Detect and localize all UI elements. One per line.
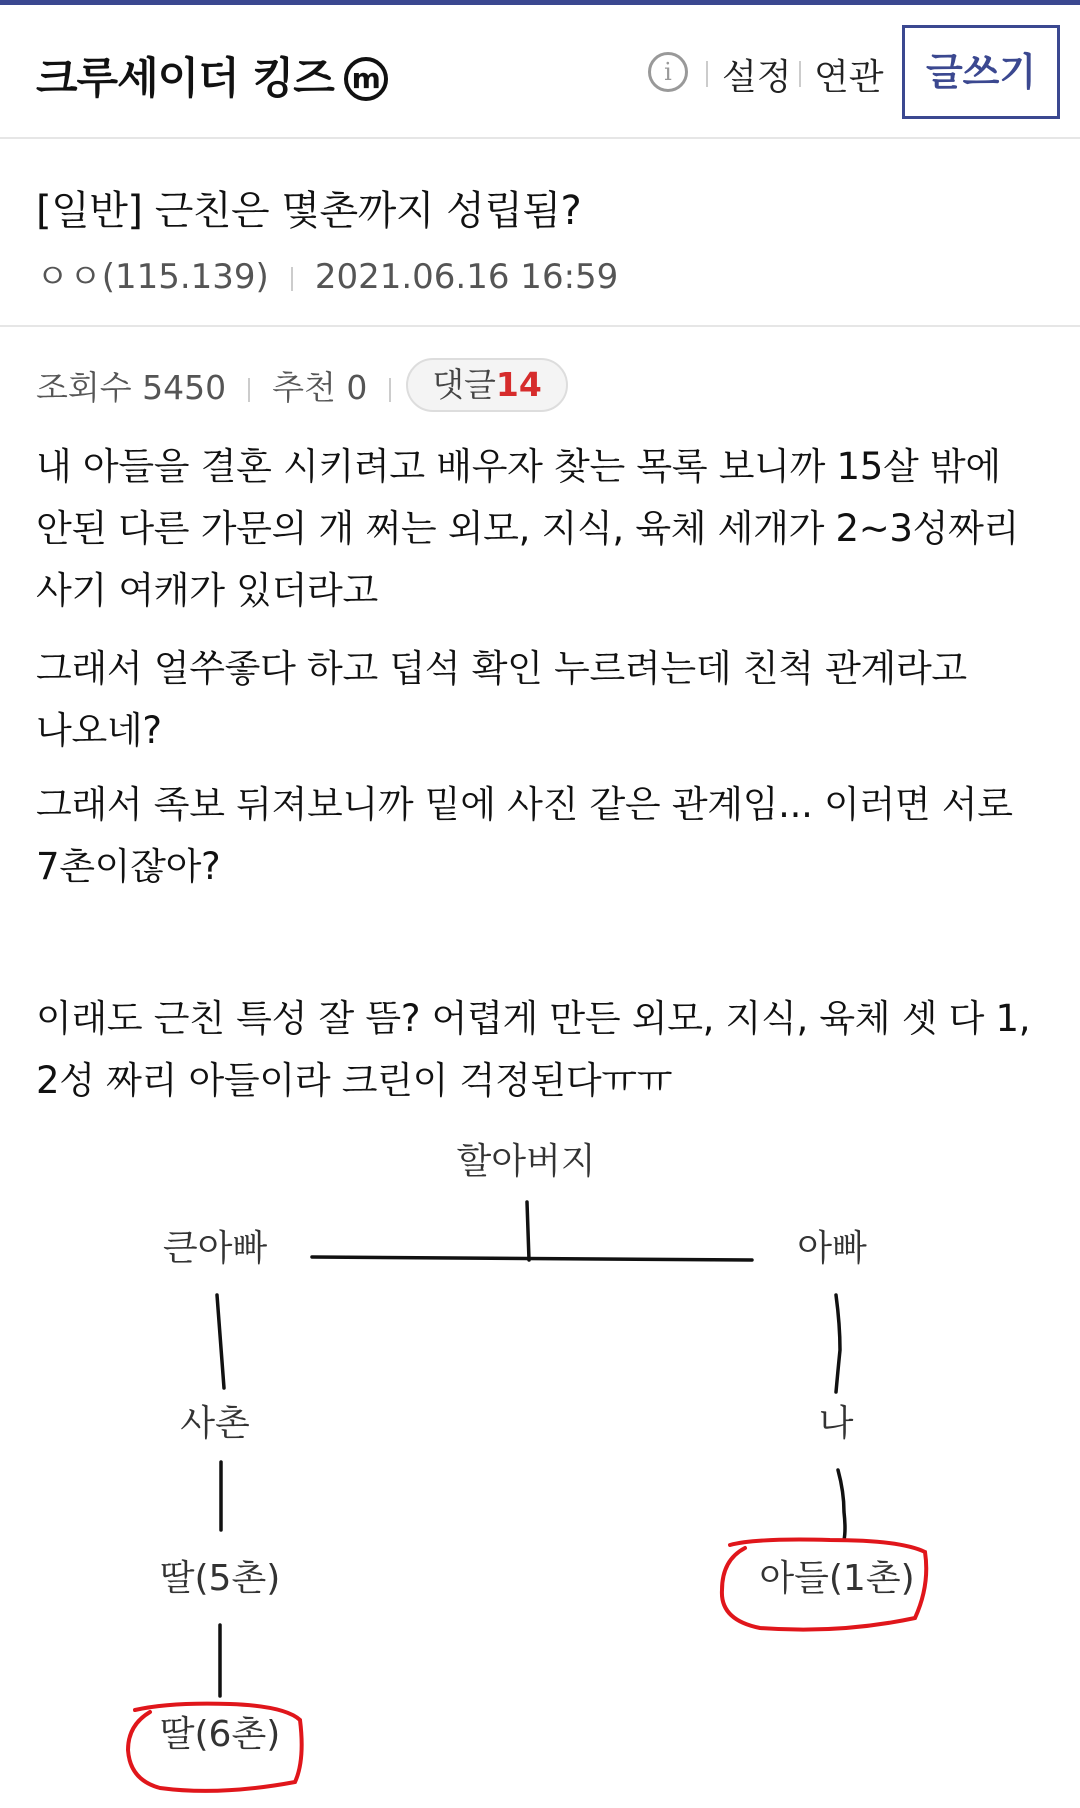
header-divider [799, 61, 801, 87]
recommend-count: 추천 0 [272, 368, 368, 407]
related-link[interactable]: 연관 [814, 57, 884, 98]
meta-divider [389, 378, 391, 402]
comment-count: 14 [495, 365, 542, 404]
header-divider [706, 61, 708, 87]
sibling-line [312, 1257, 752, 1260]
me-label: 나 [818, 1403, 854, 1444]
meta-divider [248, 378, 250, 402]
grandfather-line [527, 1202, 529, 1260]
gallery-title[interactable] [36, 45, 388, 106]
write-post-button[interactable]: 글쓰기 [902, 25, 1060, 119]
gallery-header [0, 5, 1080, 139]
post-author[interactable]: ㅇㅇ(115.139) [36, 257, 269, 297]
settings-link[interactable]: 설정 [722, 57, 792, 98]
minor-gallery-badge-icon: m [344, 57, 388, 101]
uncle-cousin-line [217, 1295, 224, 1388]
comment-label: 댓글 [432, 365, 496, 404]
father-label: 아빠 [797, 1228, 867, 1269]
post-meta [36, 249, 618, 298]
second-daughter-label: 딸(6촌) [159, 1714, 281, 1755]
view-count: 조회수 5450 [36, 368, 227, 407]
post-datetime: 2021.06.16 16:59 [314, 257, 619, 297]
post-header [0, 139, 1080, 327]
family-tree-image [40, 1120, 1040, 1808]
cousin-daughter-label: 딸(5촌) [159, 1558, 281, 1599]
comment-count-button[interactable] [406, 358, 568, 412]
post-stats [36, 362, 413, 409]
uncle-label: 큰아빠 [162, 1228, 268, 1269]
post-title: [일반] 근친은 몇촌까지 성립됨? [36, 188, 582, 234]
body-paragraph: 이래도 근친 특성 잘 뜸? 어렵게 만든 외모, 지식, 육체 셋 다 1, 2성 짜리 아들이라 크린이 걱정된다ㅠㅠ [36, 997, 1031, 1102]
son-label: 아들(1촌) [759, 1558, 915, 1599]
meta-divider [291, 267, 293, 291]
gallery-title-text[interactable]: 크루세이더 킹즈 [36, 54, 334, 104]
body-paragraph: 그래서 얼쑤좋다 하고 덥석 확인 누르려는데 친척 관계라고 나오네? [36, 647, 967, 752]
father-me-line [836, 1295, 840, 1392]
info-icon[interactable]: i [648, 52, 688, 92]
body-paragraph: 내 아들을 결혼 시키려고 배우자 찾는 목록 보니까 15살 밖에 안된 다른 가문의 개 쩌는 외모, 지식, 육체 세개가 2~3성짜리 사기 여캐가 있더라고 [36, 445, 1019, 612]
grandfather-label: 할아버지 [456, 1141, 596, 1182]
cousin-label: 사촌 [180, 1403, 250, 1444]
body-paragraph: 그래서 족보 뒤져보니까 밑에 사진 같은 관계임... 이러면 서로 7촌이잖아? [36, 783, 1013, 888]
me-son-line [838, 1470, 845, 1540]
